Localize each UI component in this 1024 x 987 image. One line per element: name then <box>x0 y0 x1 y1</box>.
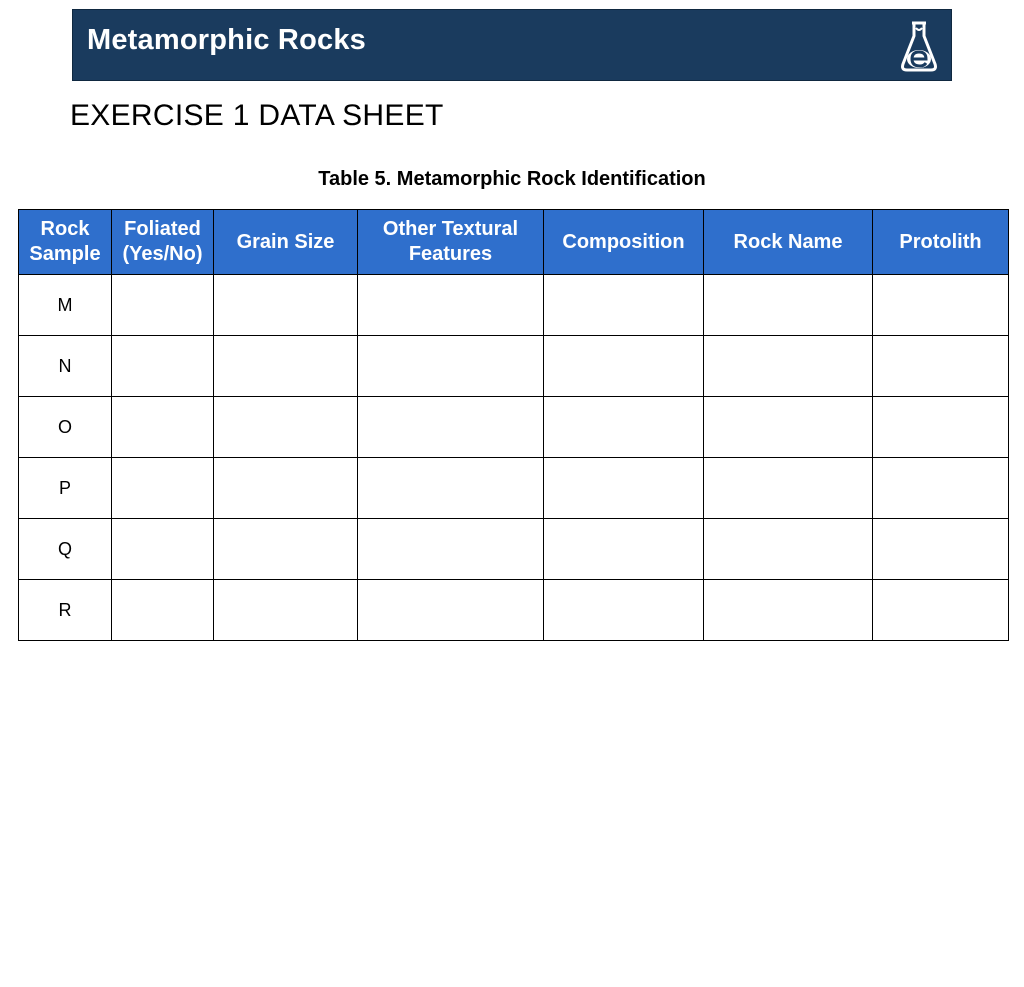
cell-sample: R <box>19 580 112 641</box>
cell-rock-name[interactable] <box>704 519 873 580</box>
cell-protolith[interactable] <box>873 519 1009 580</box>
cell-grain-size[interactable] <box>214 458 358 519</box>
table-header-row <box>19 210 1009 275</box>
cell-composition[interactable] <box>544 580 704 641</box>
cell-grain-size[interactable] <box>214 397 358 458</box>
column-header-protolith: Protolith <box>873 210 1009 275</box>
column-header-rock-name: Rock Name <box>704 210 873 275</box>
cell-foliated[interactable] <box>112 397 214 458</box>
table-row <box>19 519 1009 580</box>
section-title: EXERCISE 1 DATA SHEET <box>70 99 444 132</box>
rock-identification-table <box>18 209 1009 641</box>
cell-composition[interactable] <box>544 275 704 336</box>
cell-grain-size[interactable] <box>214 519 358 580</box>
cell-protolith[interactable] <box>873 275 1009 336</box>
cell-foliated[interactable] <box>112 519 214 580</box>
cell-other-textural[interactable] <box>358 580 544 641</box>
cell-sample: O <box>19 397 112 458</box>
table-row <box>19 336 1009 397</box>
cell-rock-name[interactable] <box>704 275 873 336</box>
cell-rock-name[interactable] <box>704 458 873 519</box>
table-row <box>19 580 1009 641</box>
cell-composition[interactable] <box>544 397 704 458</box>
column-header-foliated: Foliated (Yes/No) <box>112 210 214 275</box>
cell-grain-size[interactable] <box>214 275 358 336</box>
cell-sample: Q <box>19 519 112 580</box>
cell-composition[interactable] <box>544 519 704 580</box>
table-row <box>19 458 1009 519</box>
cell-rock-name[interactable] <box>704 580 873 641</box>
cell-composition[interactable] <box>544 458 704 519</box>
column-header-grain-size: Grain Size <box>214 210 358 275</box>
cell-foliated[interactable] <box>112 336 214 397</box>
cell-composition[interactable] <box>544 336 704 397</box>
column-header-other-textural-features: Other Textural Features <box>358 210 544 275</box>
cell-other-textural[interactable] <box>358 519 544 580</box>
table-caption: Table 5. Metamorphic Rock Identification <box>318 168 706 190</box>
column-header-composition: Composition <box>544 210 704 275</box>
cell-protolith[interactable] <box>873 336 1009 397</box>
cell-grain-size[interactable] <box>214 580 358 641</box>
table-row <box>19 397 1009 458</box>
cell-protolith[interactable] <box>873 397 1009 458</box>
cell-other-textural[interactable] <box>358 458 544 519</box>
column-header-rock-sample: Rock Sample <box>19 210 112 275</box>
cell-foliated[interactable] <box>112 275 214 336</box>
cell-foliated[interactable] <box>112 580 214 641</box>
cell-other-textural[interactable] <box>358 336 544 397</box>
cell-sample: N <box>19 336 112 397</box>
cell-other-textural[interactable] <box>358 397 544 458</box>
flask-logo-icon <box>895 18 943 74</box>
cell-sample: M <box>19 275 112 336</box>
cell-other-textural[interactable] <box>358 275 544 336</box>
cell-rock-name[interactable] <box>704 397 873 458</box>
cell-foliated[interactable] <box>112 458 214 519</box>
cell-grain-size[interactable] <box>214 336 358 397</box>
cell-protolith[interactable] <box>873 458 1009 519</box>
cell-rock-name[interactable] <box>704 336 873 397</box>
table-row <box>19 275 1009 336</box>
cell-protolith[interactable] <box>873 580 1009 641</box>
cell-sample: P <box>19 458 112 519</box>
title-banner <box>72 9 952 81</box>
banner-title: Metamorphic Rocks <box>87 24 366 56</box>
